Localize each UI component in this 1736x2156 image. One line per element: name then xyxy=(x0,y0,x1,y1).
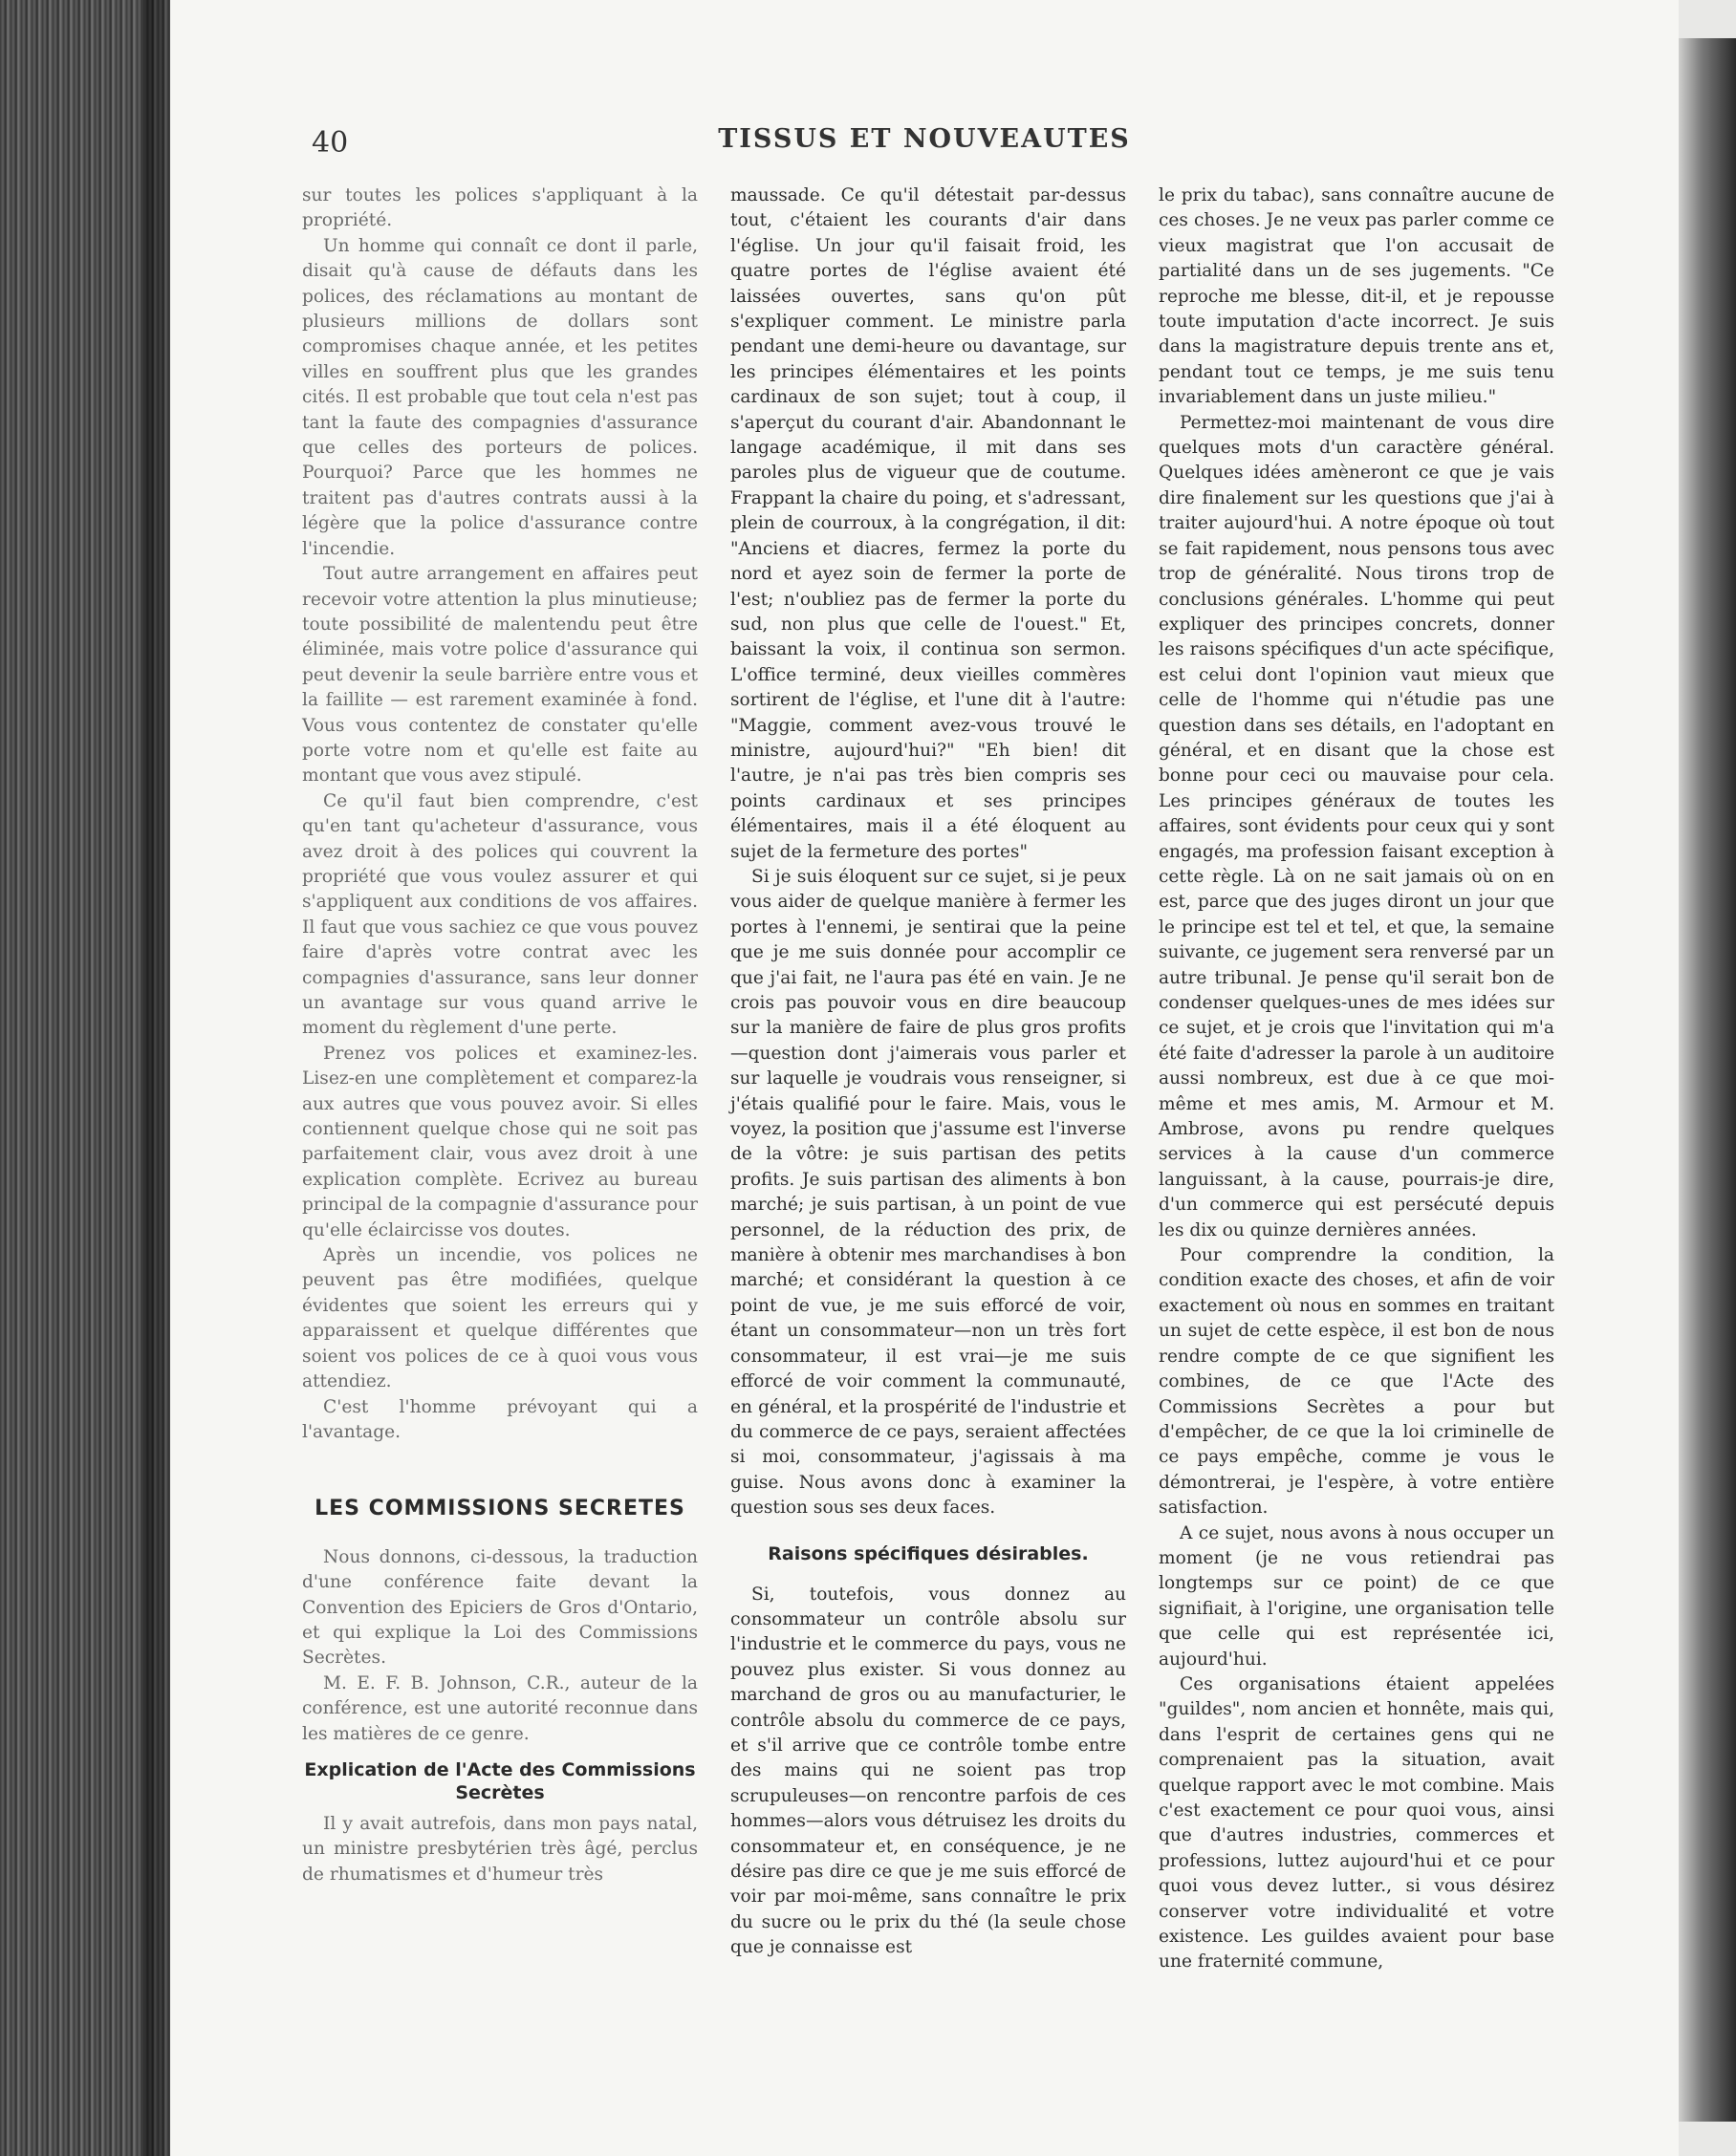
column-1 xyxy=(302,183,698,1975)
text-columns xyxy=(302,183,1554,1975)
paragraph: maussade. Ce qu'il détestait par-dessus tout, c'étaient les courants d'air dans l'église. Un jour qu'il faisait froid, les quatre portes de l'église avaient été laissées ouvertes, sans qu'on pût s'expliquer comment. Le ministre parla pendant une demi-heure ou davantage, sur les principes élémentaires et les points cardinaux de son sujet; tout à coup, il s'aperçut du courant d'air. Abandonnant le langage académique, il mit dans ses paroles plus de vigueur que de coutume. Frappant la chaire du poing, et s'adressant, plein de courroux, à la congrégation, il dit: "Anciens et diacres, fermez la porte du nord et ayez soin de fermer la porte de l'est; n'oubliez pas de fermer la porte du sud, non plus que celle de l'ouest." Et, baissant la voix, il continua son sermon. L'office terminé, deux vieilles commères sortirent de l'église, et l'une dit à l'autre: "Maggie, comment avez-vous trouvé le ministre, aujourd'hui?" "Eh bien! dit l'autre, je n'ai pas très bien compris ses points cardinaux et ses principes élémentaires, mais il a été éloquent au sujet de la fermeture des portes" xyxy=(730,185,1126,862)
paragraph: Pour comprendre la condition, la condition exacte des choses, et afin de voir exactement où nous en sommes en traitant un sujet de cette espèce, il est bon de nous rendre compte de ce que signifient les combines, de ce que l'Acte des Commissions Secrètes a pour but d'empêcher, de ce que la loi criminelle de ce pays empêche, comme je vous le démontrerai, je l'espère, à votre entière satisfaction. xyxy=(1159,1245,1554,1519)
paragraph: C'est l'homme prévoyant qui a l'avantage. xyxy=(302,1396,698,1442)
paragraph: Ces organisations étaient appelées "guildes", nom ancien et honnête, mais qui, dans l'esprit de certaines gens qui ne comprenaient pas la situation, avait quelque rapport avec le mot combine. Mais c'est exactement ce pour quoi vous, ainsi que d'autres industries, commerces et professions, luttez aujourd'hui et ce pour quoi vous devez lutter., si vous désirez conserver votre individualité et votre existence. Les guildes avaient pour base une fraternité commune, xyxy=(1159,1673,1554,1973)
paragraph: le prix du tabac), sans connaître aucune de ces choses. Je ne veux pas parler comme ce vieux magistrat que l'on accusait de partialité dans un de ses jugements. "Ce reproche me blesse, dit-il, et je repousse toute imputation d'acte incorrect. Je suis dans la magistrature depuis trente ans et, pendant tout ce temps, je me suis tenu invariablement dans un juste milieu." xyxy=(1159,185,1554,408)
paragraph: Tout autre arrangement en affaires peut recevoir votre attention la plus minutieuse; toute possibilité de malentendu peut être éliminée, mais votre police d'assurance qui peut devenir la seule barrière entre vous et la faillite — est rarement examinée à fond. Vous vous contentez de constater qu'elle porte votre nom et qu'elle est faite au montant que vous avez stipulé. xyxy=(302,564,698,787)
paragraph: M. E. F. B. Johnson, C.R., auteur de la conférence, est une autorité reconnue dans les matières de ce genre. xyxy=(302,1672,698,1744)
paragraph: Si, toutefois, vous donnez au consommateur un contrôle absolu sur l'industrie et le commerce du pays, vous ne pouvez plus exister. Si vous donnez au marchand de gros ou au manufacturier, le contrôle absolu du commerce de ce pays, et s'il arrive que ce contrôle tombe entre des mains qui ne soient pas trop scrupuleuses—on rencontre parfois de ces hommes—alors vous détruisez les droits du consommateur et, en conséquence, je ne désire pas dire ce que je me suis efforcé de voir par moi-même, sans connaître le prix du sucre ou le prix du thé (la seule chose que je connaisse est xyxy=(730,1584,1126,1958)
paragraph: Ce qu'il faut bien comprendre, c'est qu'en tant qu'acheteur d'assurance, vous avez droit à des polices qui couvrent la propriété que vous voulez assurer et qui s'appliquent aux conditions de vos affaires. Il faut que vous sachiez ce que vous pouvez faire d'après votre contrat avec les compagnies d'assurance, sans leur donner un avantage sur vous quand arrive le moment du règlement d'une perte. xyxy=(302,790,698,1039)
section-title: LES COMMISSIONS SECRETES xyxy=(315,1497,685,1521)
column-2 xyxy=(730,183,1126,1975)
running-head: TISSUS ET NOUVEAUTES xyxy=(718,124,1131,154)
subheading: Raisons spécifiques désirables. xyxy=(768,1542,1089,1564)
paragraph: Si je suis éloquent sur ce sujet, si je peux vous aider de quelque manière à fermer les portes à l'ennemi, je sentirai que la peine que je me suis donnée pour accomplir ce que j'ai fait, ne l'aura pas été en vain. Je ne crois pas pouvoir vous en dire beaucoup sur la manière de faire de plus gros profits—question dont j'aimerais vous parler et sur laquelle je voudrais vous renseigner, si j'étais qualifié pour le faire. Mais, vous le voyez, la position que j'assume est l'inverse de la vôtre: je suis partisan des petits profits. Je suis partisan des aliments à bon marché; je suis partisan, à un point de vue personnel, de la réduction des prix, de manière à obtenir mes marchandises à bon marché; et considérant la question à ce point de vue, je me suis efforcé de voir, étant un consommateur—non un très fort consommateur, il est vrai—je me suis efforcé de voir comment la communauté, en général, et la prospérité de l'industrie et du commerce de ce pays, seraient affectées si moi, consommateur, j'agissais à ma guise. Nous avons donc à examiner la question sous ses deux faces. xyxy=(730,866,1126,1519)
paragraph: A ce sujet, nous avons à nous occuper un moment (je ne vous retiendrai pas longtemps sur ce point) de ce que signifiait, à l'origine, une organisation telle que celle qui est représentée ici, aujourd'hui. xyxy=(1159,1522,1554,1670)
paragraph: Il y avait autrefois, dans mon pays natal, un ministre presbytérien très âgé, perclus de rhumatismes et d'humeur très xyxy=(302,1813,698,1885)
paragraph: Après un incendie, vos polices ne peuvent pas être modifiées, quelque évidentes que soient les erreurs qui y apparaissent et quelque différentes que soient vos polices de ce à quoi vous vous attendiez. xyxy=(302,1245,698,1392)
facing-page-edge xyxy=(1679,38,1736,2122)
paragraph: Prenez vos polices et examinez-les. Lisez-en une complètement et comparez-la aux autres que vous pouvez avoir. Si elles contiennent quelque chose qui ne soit pas parfaitement clair, vous avez droit à une explication complète. Ecrivez au bureau principal de la compagnie d'assurance pour qu'elle éclaircisse vos doutes. xyxy=(302,1043,698,1240)
paragraph: Nous donnons, ci-dessous, la traduction d'une conférence faite devant la Convention des Epiciers de Gros d'Ontario, et qui explique la Loi des Commissions Secrètes. xyxy=(302,1546,698,1669)
paragraph: Un homme qui connaît ce dont il parle, disait qu'à cause de défauts dans les polices, des réclamations au montant de plusieurs millions de dollars sont compromises chaque année, et les petites villes en souffrent plus que les grandes cités. Il est probable que tout cela n'est pas tant la faute des compagnies d'assurance que celles des porteurs de polices. Pourquoi? Parce que les hommes ne traitent pas d'autres contrats aussi à la légère que la police d'assurance contre l'incendie. xyxy=(302,235,698,559)
paragraph: sur toutes les polices s'appliquant à la propriété. xyxy=(302,185,698,231)
subheading: Explication de l'Acte des Commissions Secrètes xyxy=(304,1758,696,1803)
page-number: 40 xyxy=(312,126,349,160)
column-3 xyxy=(1159,183,1554,1975)
page xyxy=(170,0,1679,2156)
paragraph: Permettez-moi maintenant de vous dire quelques mots d'un caractère général. Quelques idées amèneront ce que je vais dire finalement sur les questions que j'ai à traiter aujourd'hui. A notre époque où tout se fait rapidement, nous pensons tous avec trop de généralité. Nous tirons trop de conclusions générales. L'homme qui peut expliquer des principes concrets, donner les raisons spécifiques d'un acte spécifique, est celui dont l'opinion vaut mieux que celle de l'homme qui n'étudie pas une question dans ses détails, en l'adoptant en général, et en disant que la chose est bonne pour ceci ou mauvaise pour cela. Les principes généraux de toutes les affaires, sont évidents pour ceux qui y sont engagés, ma profession faisant exception à cette règle. Là on ne sait jamais où on en est, parce que des juges diront un jour que le principe est tel et tel, et que, la semaine suivante, ce jugement sera renversé par un autre tribunal. Je pense qu'il serait bon de condenser quelques-unes de mes idées sur ce sujet, et je crois que l'invitation qui m'a été faite d'adresser la parole à un auditoire aussi nombreux, est due à ce que moi-même et mes amis, M. Armour et M. Ambrose, avons pu rendre quelques services à la cause d'un commerce languissant, à la cause, pourrais-je dire, d'un commerce qui est persécuté depuis les dix ou quinze dernières années. xyxy=(1159,412,1554,1240)
